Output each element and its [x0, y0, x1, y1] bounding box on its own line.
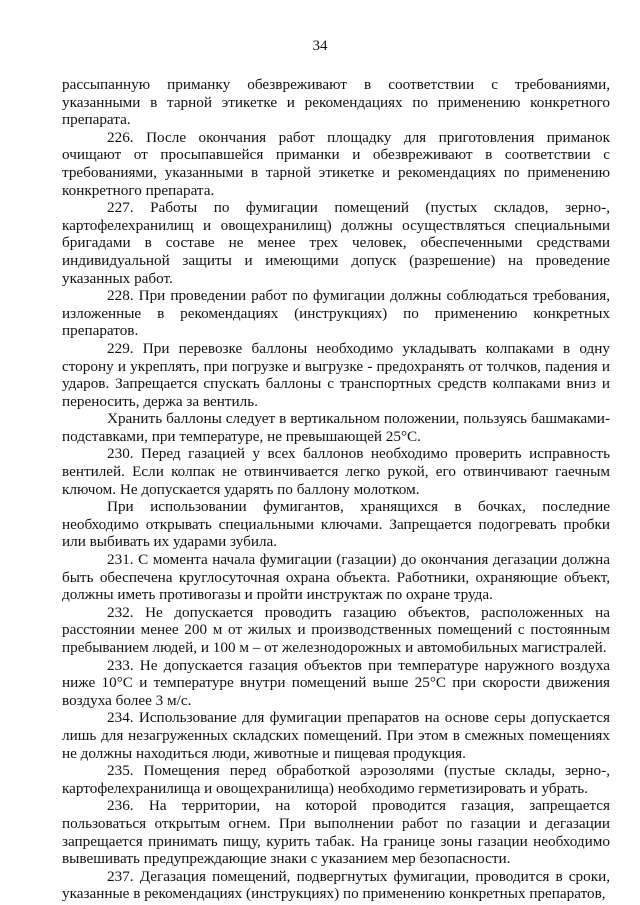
- page-number: 34: [312, 38, 328, 54]
- paragraph-236: 236. На территории, на которой проводится газация, запрещается пользоваться открытым огнем. При выполнении работ по газации и дегазации запрещается принимать пищу, курить табак. На границе зоны газации необходимо вывешивать предупреждающие знаки с указанием мер безопасности.: [62, 797, 610, 868]
- paragraph-226: 226. После окончания работ площадку для приготовления приманок очищают от просыпавшейся приманки и обезвреживают в соответствии с требованиями, указанными в тарной этикетке и рекомендациях по применению конкретного препарата.: [62, 128, 610, 199]
- paragraph-230-barrels: При использовании фумигантов, хранящихся в бочках, последние необходимо открывать специальными ключами. Запрещается подогревать пробки или выбивать их ударами зубила.: [62, 498, 610, 551]
- paragraph-continuation: рассыпанную приманку обезвреживают в соответствии с требованиями, указанными в тарной этикетке и рекомендациях по применению конкретного препарата.: [62, 76, 610, 129]
- paragraph-229-storage: Хранить баллоны следует в вертикальном положении, пользуясь башмаками-подставками, при температуре, не превышающей 25°С.: [62, 410, 610, 445]
- paragraph-234: 234. Использование для фумигации препаратов на основе серы допускается лишь для незагруженных складских помещений. При этом в смежных помещениях не должны находиться люди, животные и пищевая продукция.: [62, 709, 610, 762]
- paragraph-237: 237. Дегазация помещений, подвергнутых фумигации, проводится в сроки, указанные в рекомендациях (инструкциях) по применению конкретных препаратов,: [62, 867, 610, 903]
- paragraph-235: 235. Помещения перед обработкой аэрозолями (пустые склады, зерно-, картофелехранилища и овощехранилища) необходимо герметизировать и убрать.: [62, 762, 610, 797]
- paragraph-231: 231. С момента начала фумигации (газации) до окончания дегазации должна быть обеспечена круглосуточная охрана объекта. Работники, охраняющие объект, должны иметь противогазы и пройти инструктаж по охране труда.: [62, 551, 610, 604]
- paragraph-233: 233. Не допускается газация объектов при температуре наружного воздуха ниже 10°С и температуре внутри помещений выше 25°С при скорости движения воздуха более 3 м/с.: [62, 656, 610, 709]
- document-body: [62, 76, 610, 903]
- paragraph-230: 230. Перед газацией у всех баллонов необходимо проверить исправность вентилей. Если колпак не отвинчивается легко рукой, его отвинчивают гаечным ключом. Не допускается ударять по баллону молотком.: [62, 445, 610, 498]
- paragraph-228: 228. При проведении работ по фумигации должны соблюдаться требования, изложенные в рекомендациях (инструкциях) по применению конкретных препаратов.: [62, 287, 610, 340]
- paragraph-227: 227. Работы по фумигации помещений (пустых складов, зерно-, картофелехранилищ и овощехранилищ) должны осуществляться специальными бригадами в составе не менее трех человек, обеспеченными средствами индивидуальной защиты и имеющими допуск (разрешение) на проведение указанных работ.: [62, 199, 610, 287]
- paragraph-232: 232. Не допускается проводить газацию объектов, расположенных на расстоянии менее 200 м от жилых и производственных помещений с постоянным пребыванием людей, и 100 м – от железнодорожных и автомобильных магистралей.: [62, 603, 610, 656]
- paragraph-229: 229. При перевозке баллоны необходимо укладывать колпаками в одну сторону и укреплять, при погрузке и выгрузке - предохранять от толчков, падения и ударов. Запрещается спускать баллоны с транспортных средств колпаками вниз и переносить, держа за вентиль.: [62, 339, 610, 410]
